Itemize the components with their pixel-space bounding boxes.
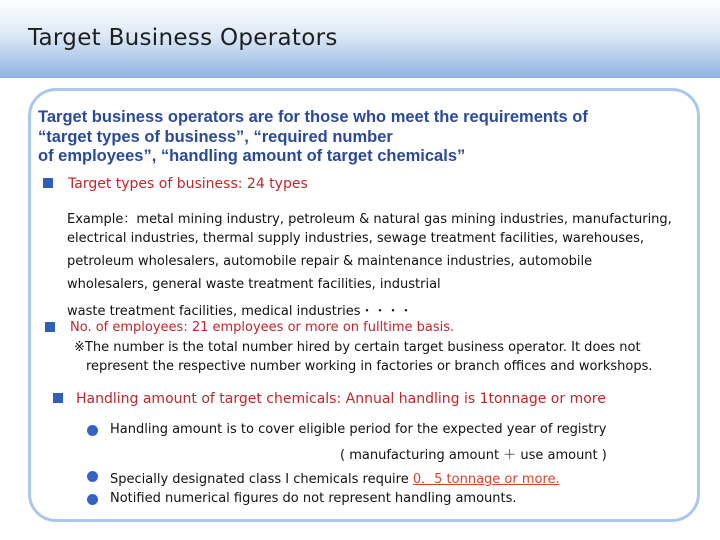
intro-line: of employees”, “handling amount of target chemicals”: [38, 147, 466, 165]
round-bullet-icon: [87, 494, 98, 505]
example-line: waste treatment facilities, medical industries・・・・: [67, 304, 413, 319]
intro-line: “target types of business”, “required number: [38, 127, 393, 146]
round-bullet-icon: [87, 471, 98, 482]
example-line: petroleum wholesalers, automobile repair & maintenance industries, automobile: [67, 254, 593, 269]
tonnage-highlight: 0．5 tonnage or more.: [412, 472, 560, 487]
types-heading: Target types of business: 24 types: [68, 176, 308, 192]
square-bullet-icon: [45, 322, 55, 332]
handling-bullet: Notified numerical figures do not represent handling amounts.: [110, 491, 517, 506]
round-bullet-icon: [87, 425, 98, 436]
employees-note-line: represent the respective number working in factories or branch offices and workshops.: [86, 359, 653, 374]
employees-heading: No. of employees: 21 employees or more on fulltime basis.: [70, 320, 455, 335]
handling-bullet: [110, 468, 560, 487]
example-line: electrical industries, thermal supply industries, sewage treatment facilities, warehouses,: [67, 231, 644, 246]
handling-bullet-continuation: ( manufacturing amount ＋ use amount ): [340, 448, 607, 463]
slide-title: Target Business Operators: [28, 25, 338, 51]
example-line: Example：metal mining industry, petroleum & natural gas mining industries, manufacturing,: [67, 212, 672, 227]
example-line: wholesalers, general waste treatment facilities, industrial: [67, 277, 441, 292]
title-bar: [0, 0, 720, 78]
square-bullet-icon: [53, 393, 63, 403]
handling-bullet: Handling amount is to cover eligible period for the expected year of registry: [110, 422, 607, 437]
handling-heading: Handling amount of target chemicals: Annual handling is 1tonnage or more: [76, 391, 606, 407]
intro-line: Target business operators are for those who meet the requirements of: [38, 108, 588, 126]
square-bullet-icon: [43, 178, 53, 188]
handling-bullet-text: Specially designated class I chemicals require: [110, 472, 413, 487]
employees-note-line: ※The number is the total number hired by certain target business operator. It does not: [74, 340, 641, 355]
intro-paragraph: [38, 108, 678, 167]
